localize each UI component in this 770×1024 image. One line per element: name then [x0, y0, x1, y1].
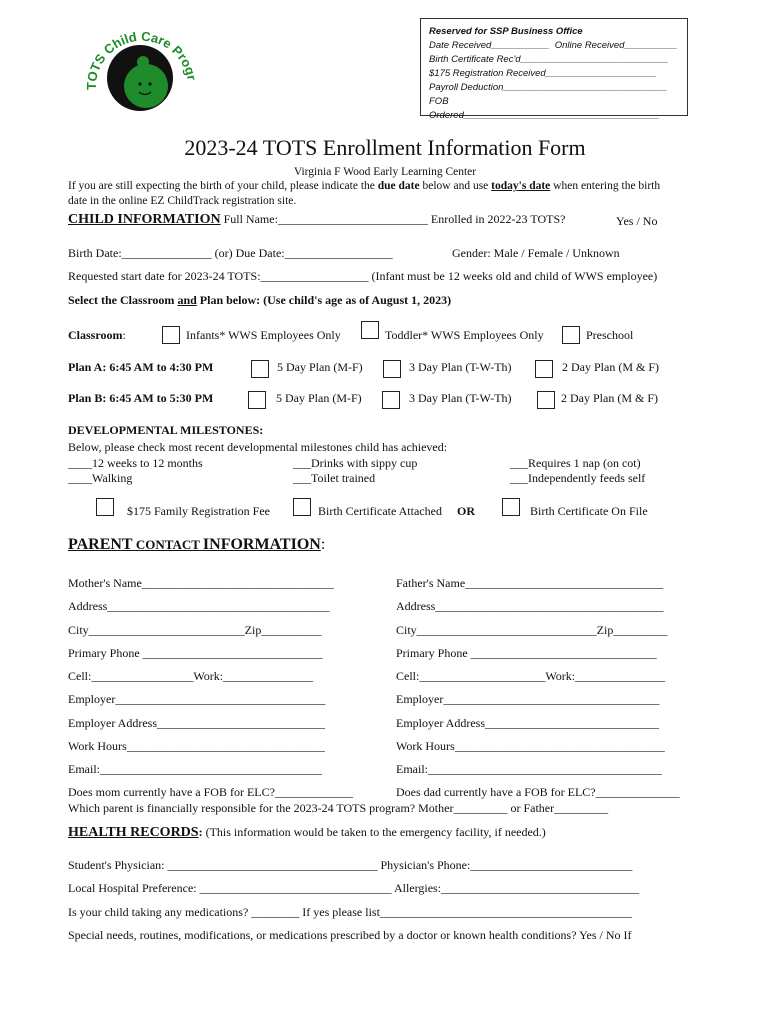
fob-ordered-field[interactable]: FOB Ordered_____________________________________ [429, 96, 660, 121]
plan-a-time: : 6:45 AM to 4:30 PM [102, 360, 214, 374]
plan-b-name: Plan B [68, 391, 103, 405]
mother-work-hours-field[interactable]: Work Hours_________________________________ [68, 739, 325, 753]
plan-a-5day-checkbox[interactable] [251, 360, 269, 378]
health-records-colon: : [198, 825, 203, 839]
mother-city-zip-field[interactable]: City__________________________Zip__________ [68, 623, 322, 637]
birth-cert-on-file-label: Birth Certificate On File [530, 504, 648, 518]
intro-line-1 [68, 180, 660, 192]
father-email-field[interactable]: Email:_______________________________________ [396, 762, 662, 776]
health-records-note: (This information would be taken to the emergency facility, if needed.) [202, 825, 546, 839]
milestone-walking[interactable]: ____Walking [68, 471, 133, 485]
dad-fob-field[interactable]: Does dad currently have a FOB for ELC?______________ [396, 785, 680, 799]
classroom-label-colon: : [122, 328, 126, 342]
mother-address-field[interactable]: Address_____________________________________ [68, 599, 330, 613]
milestone-toilet-trained[interactable]: ___Toilet trained [293, 471, 376, 485]
physician-field[interactable]: Student's Physician: ___________________________________ Physician's Phone:___________________________ [68, 858, 633, 872]
plan-a-name: Plan A [68, 360, 103, 374]
birth-cert-on-file-checkbox[interactable] [502, 498, 520, 516]
intro-text-e: when entering the birth [550, 180, 661, 192]
father-employer-address-field[interactable]: Employer Address_____________________________ [396, 716, 659, 730]
select-classroom-instructions [68, 293, 451, 308]
mother-phone-field[interactable]: Primary Phone ______________________________ [68, 646, 323, 660]
enrolled-yes-no[interactable]: Yes / No [616, 214, 658, 228]
intro-text-c: below and use [419, 180, 492, 192]
tots-logo-graphic [80, 20, 195, 120]
milestone-nap[interactable]: ___Requires 1 nap (on cot) [510, 456, 641, 470]
plan-a-2day-label: 2 Day Plan (M & F) [562, 360, 659, 374]
medications-field[interactable]: Is your child taking any medications? ________ If yes please list__________________________________________ [68, 905, 632, 919]
health-records-row [68, 825, 546, 841]
plan-b-5day-checkbox[interactable] [248, 391, 266, 409]
milestones-heading: DEVELOPMENTAL MILESTONES: [68, 423, 264, 437]
intro-todays-date: today's date [491, 180, 551, 192]
mother-cell-work-field[interactable]: Cell:_________________Work:_______________ [68, 669, 314, 683]
birth-cert-attached-label: Birth Certificate Attached [318, 504, 442, 518]
date-received-field[interactable]: Date Received___________ [429, 40, 550, 51]
milestone-sippy-cup[interactable]: ___Drinks with sippy cup [293, 456, 418, 470]
mother-employer-address-field[interactable]: Employer Address____________________________ [68, 716, 325, 730]
intro-line-2: date in the online EZ ChildTrack registration site. [68, 195, 297, 207]
contact-heading-word: CONTACT [132, 537, 203, 552]
father-phone-field[interactable]: Primary Phone _______________________________ [396, 646, 657, 660]
plan-b-3day-checkbox[interactable] [382, 391, 400, 409]
reserved-title: Reserved for SSP Business Office [429, 26, 583, 37]
plan-b-2day-label: 2 Day Plan (M & F) [561, 391, 658, 405]
hospital-allergies-field[interactable]: Local Hospital Preference: ________________________________ Allergies:_________________________________ [68, 881, 640, 895]
plan-b-3day-label: 3 Day Plan (T-W-Th) [409, 391, 512, 405]
intro-text-a: If you are still expecting the birth of your child, please indicate the [68, 180, 378, 192]
select-text-a: Select the Classroom [68, 293, 178, 307]
mom-fob-field[interactable]: Does mom currently have a FOB for ELC?_____________ [68, 785, 353, 799]
classroom-label [68, 328, 126, 343]
toddler-label: Toddler* WWS Employees Only [385, 328, 544, 342]
child-info-heading: CHILD INFORMATION [68, 212, 221, 227]
select-text-c: Plan below: (Use child's age as of August 1, 2023) [196, 293, 452, 307]
online-received-field[interactable]: Online Received__________ [554, 40, 678, 51]
center-name: Virginia F Wood Early Learning Center [293, 166, 477, 178]
reserved-date-row [429, 39, 679, 53]
preschool-label: Preschool [586, 328, 634, 342]
full-name-field[interactable]: Full Name:_________________________ Enrolled in 2022-23 TOTS? [223, 212, 566, 226]
form-title: 2023-24 TOTS Enrollment Information Form [184, 135, 586, 160]
milestone-12-weeks[interactable]: ____12 weeks to 12 months [68, 456, 203, 470]
birth-cert-attached-checkbox[interactable] [293, 498, 311, 516]
classroom-label-text: Classroom [68, 328, 123, 342]
mother-email-field[interactable]: Email:_____________________________________ [68, 762, 322, 776]
information-heading-word: INFORMATION [202, 536, 321, 553]
financially-responsible-field[interactable]: Which parent is financially responsible for the 2023-24 TOTS program? Mother_________ or Father_________ [68, 801, 609, 815]
payroll-deduction-field[interactable]: Payroll Deduction_______________________________ [429, 82, 668, 93]
registration-fee-checkbox[interactable] [96, 498, 114, 516]
health-records-heading: HEALTH RECORDS [68, 825, 199, 840]
plan-b-2day-checkbox[interactable] [537, 391, 555, 409]
parent-heading-colon: : [320, 536, 326, 553]
father-work-hours-field[interactable]: Work Hours___________________________________ [396, 739, 665, 753]
special-needs-question[interactable]: Special needs, routines, modifications, or medications prescribed by a doctor or known health conditions? Yes / No If [68, 928, 632, 942]
father-address-field[interactable]: Address______________________________________ [396, 599, 664, 613]
milestones-intro: Below, please check most recent developmental milestones child has achieved: [68, 440, 448, 454]
reserved-office-box [420, 18, 688, 121]
plan-a-2day-checkbox[interactable] [535, 360, 553, 378]
father-cell-work-field[interactable]: Cell:_____________________Work:_______________ [396, 669, 666, 683]
father-city-zip-field[interactable]: City______________________________Zip_________ [396, 623, 668, 637]
tots-logo [80, 20, 195, 120]
parent-contact-heading [68, 536, 325, 554]
plan-a-label [68, 360, 213, 375]
preschool-checkbox[interactable] [562, 326, 580, 344]
plan-a-5day-label: 5 Day Plan (M-F) [277, 360, 363, 374]
svg-text:TOTS Child Care Program: TOTS Child Care Pro [83, 28, 195, 91]
or-label: OR [457, 504, 475, 518]
birth-cert-received-field[interactable]: Birth Certificate Rec'd____________________________ [429, 54, 669, 65]
infants-label: Infants* WWS Employees Only [186, 328, 341, 342]
registration-received-field[interactable]: $175 Registration Received_____________________ [429, 68, 657, 79]
plan-b-time: : 6:45 AM to 5:30 PM [102, 391, 214, 405]
milestone-feeds-self[interactable]: ___Independently feeds self [510, 471, 646, 485]
father-employer-field[interactable]: Employer____________________________________ [396, 692, 660, 706]
mother-employer-field[interactable]: Employer___________________________________ [68, 692, 326, 706]
plan-a-3day-checkbox[interactable] [383, 360, 401, 378]
plan-a-3day-label: 3 Day Plan (T-W-Th) [409, 360, 512, 374]
birth-date-field[interactable]: Birth Date:_______________ (or) Due Date:__________________ [68, 246, 393, 260]
plan-b-label [68, 391, 213, 406]
registration-fee-label: $175 Family Registration Fee [127, 504, 270, 518]
infants-checkbox[interactable] [162, 326, 180, 344]
father-name-field[interactable]: Father's Name_________________________________ [396, 576, 664, 590]
start-date-field[interactable]: Requested start date for 2023-24 TOTS:__________________ (Infant must be 12 weeks old and child of WWS employee) [68, 269, 658, 283]
intro-due-date: due date [377, 180, 420, 192]
gender-options[interactable]: Gender: Male / Female / Unknown [452, 246, 620, 260]
select-text-and: and [177, 293, 197, 307]
mother-name-field[interactable]: Mother's Name________________________________ [68, 576, 334, 590]
child-info-row [68, 212, 565, 228]
toddler-checkbox[interactable] [361, 321, 379, 339]
plan-b-5day-label: 5 Day Plan (M-F) [276, 391, 362, 405]
parent-heading-word: PARENT [68, 536, 133, 553]
